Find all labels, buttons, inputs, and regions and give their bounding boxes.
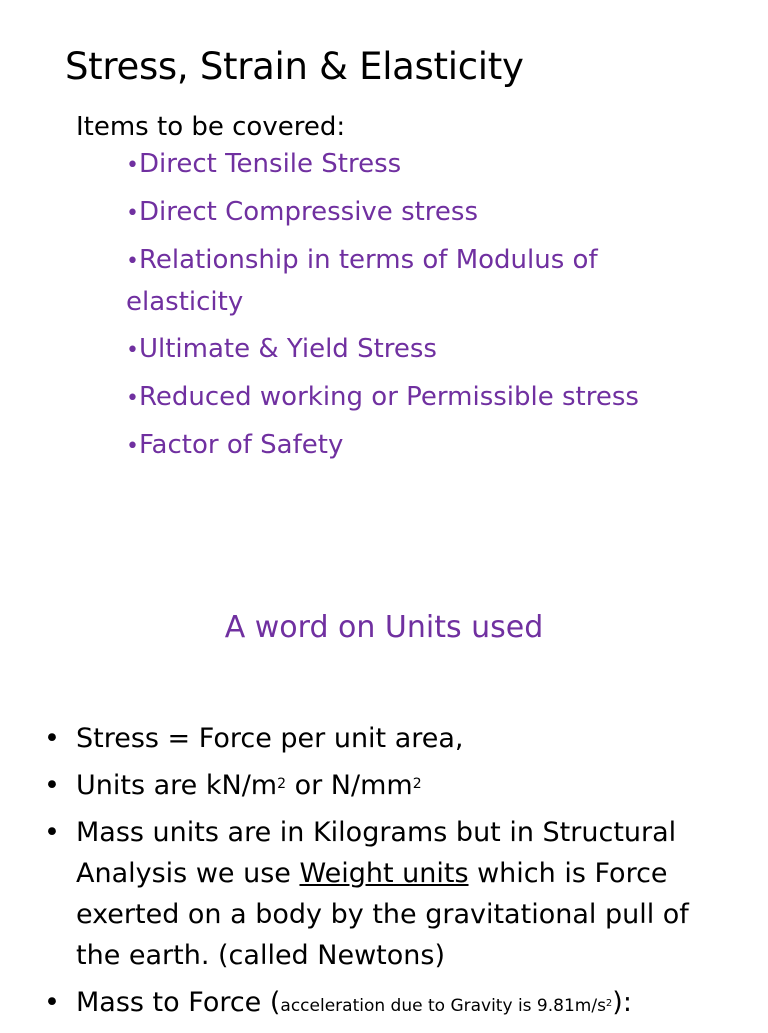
- bullet-icon: •: [126, 386, 139, 411]
- topic-label: Direct Compressive stress: [138, 197, 479, 227]
- topic-item: [126, 377, 666, 419]
- topic-label: Reduced working or Permissible stress: [138, 382, 639, 412]
- topic-list: [126, 144, 666, 473]
- topic-item: [126, 425, 666, 467]
- bullet-icon: •: [126, 153, 139, 178]
- bullet-text: Mass to Force (: [76, 987, 281, 1018]
- bullet-text: or N/mm: [286, 770, 413, 801]
- units-bullet-item: [44, 718, 734, 759]
- bullet-text: which is Force exerted on a body by the gravitational pull of the earth. (called Newtons): [76, 858, 689, 971]
- gravity-note: [280, 996, 612, 1016]
- superscript: 2: [277, 776, 287, 792]
- bullet-text: Stress = Force per unit area,: [76, 723, 464, 754]
- bullet-icon: •: [126, 201, 139, 226]
- topic-item: [126, 329, 666, 371]
- units-subheading: A word on Units used: [224, 610, 544, 645]
- units-bullet-item: [44, 765, 734, 806]
- bullet-icon: •: [44, 987, 60, 1018]
- topic-item: [126, 144, 666, 186]
- bullet-icon: •: [126, 434, 139, 459]
- gravity-note-text: acceleration due to Gravity is 9.81m/s: [280, 996, 606, 1016]
- bullet-text: ):: [612, 987, 632, 1018]
- bullet-icon: •: [44, 723, 60, 754]
- weight-units-emphasis: Weight units: [299, 858, 469, 889]
- intro-text: Items to be covered:: [76, 112, 346, 142]
- topic-item: [126, 192, 666, 234]
- units-bullet-item: [44, 982, 734, 1027]
- bullet-text: Mass units are in Kilograms but in Structural Analysis we use: [76, 817, 677, 889]
- superscript: 2: [605, 998, 613, 1009]
- bullet-text: Units are kN/m: [76, 770, 278, 801]
- bullet-icon: •: [126, 338, 139, 363]
- units-bullet-item: [44, 812, 734, 976]
- bullet-icon: •: [44, 770, 60, 801]
- topic-item: [126, 240, 666, 323]
- superscript: 2: [412, 776, 422, 792]
- topic-label: Ultimate & Yield Stress: [138, 334, 437, 364]
- units-bullet-list: [44, 718, 734, 1033]
- topic-label: Factor of Safety: [138, 430, 344, 460]
- bullet-icon: •: [126, 249, 139, 274]
- slide-title: Stress, Strain & Elasticity: [65, 45, 524, 88]
- bullet-icon: •: [44, 817, 60, 848]
- topic-label: Direct Tensile Stress: [138, 149, 402, 179]
- topic-label: Relationship in terms of Modulus of elasticity: [126, 245, 598, 317]
